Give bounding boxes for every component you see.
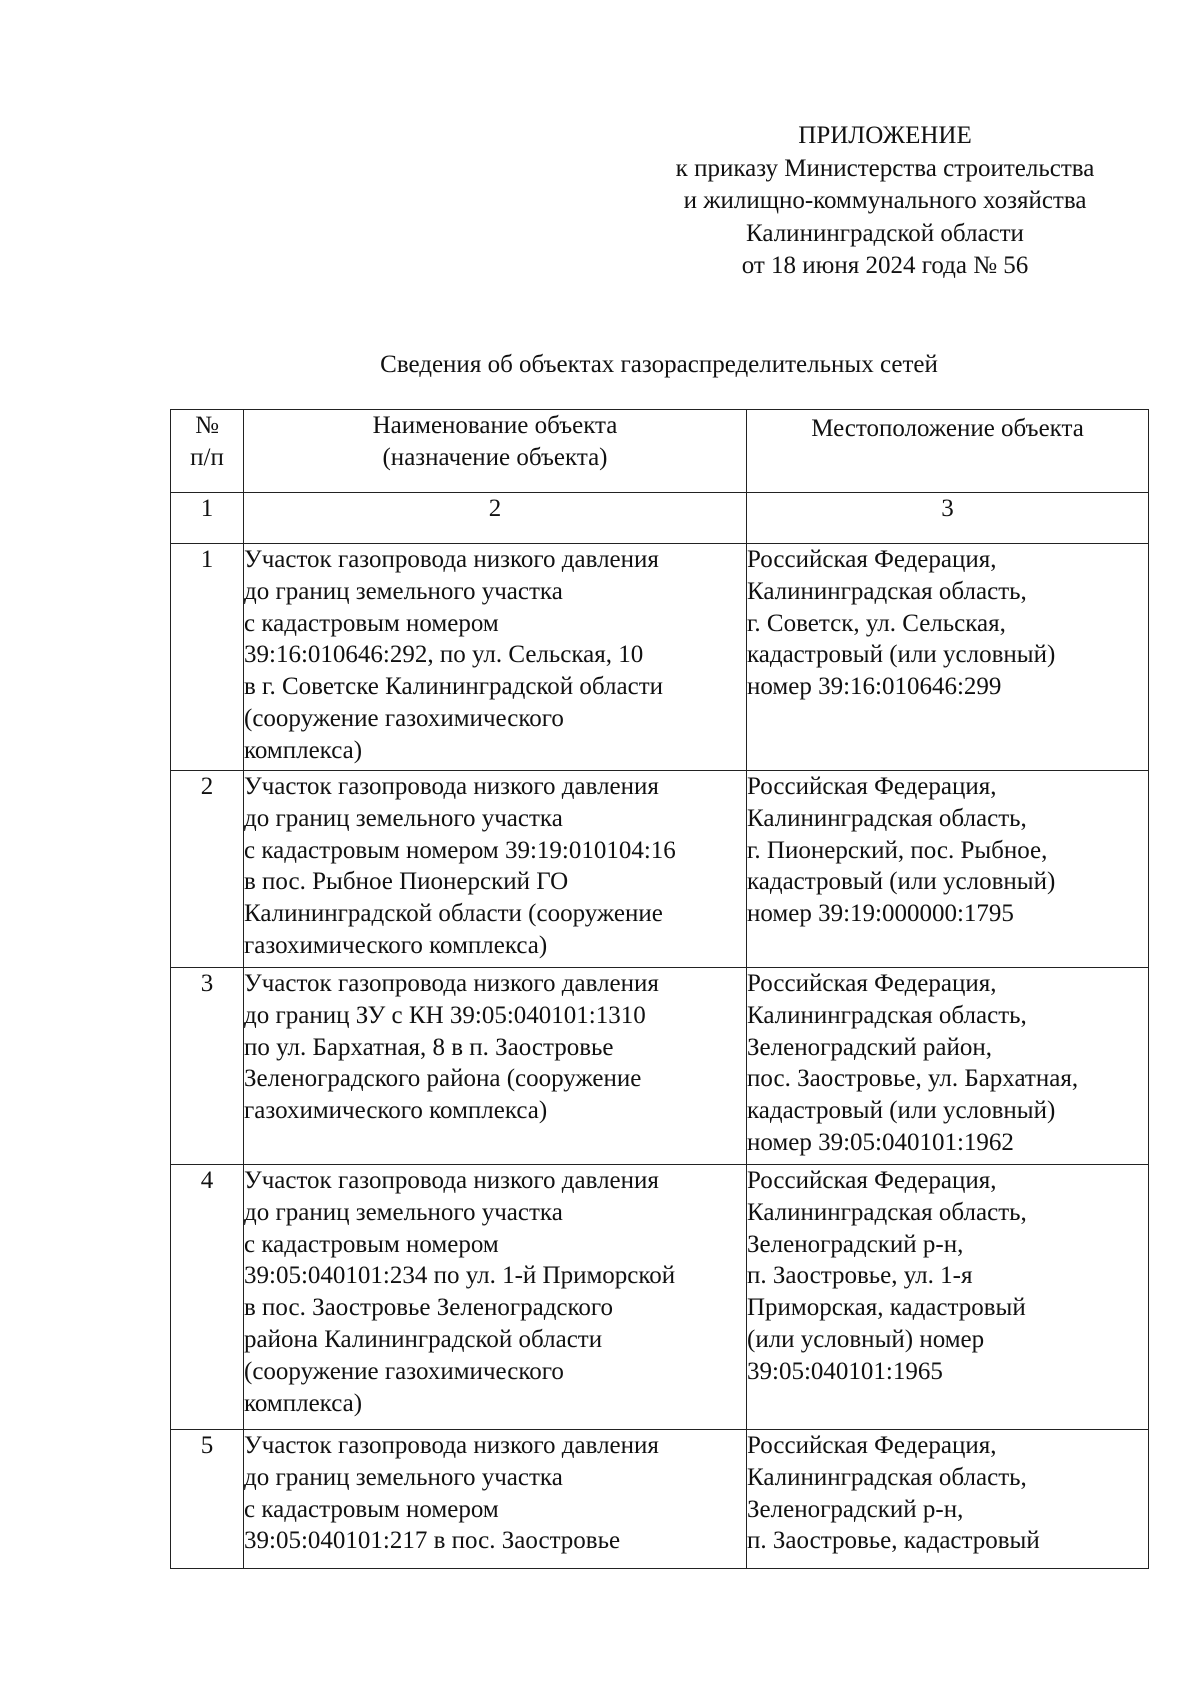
object-name-line: газохимического комплекса)	[244, 1097, 548, 1125]
table-row	[171, 1430, 1149, 1569]
object-name-line: с кадастровым номером	[244, 609, 499, 637]
object-location-line: кадастровый (или условный)	[747, 641, 1056, 669]
object-name-line: Участок газопровода низкого давления	[244, 546, 659, 573]
object-name-line: Участок газопровода низкого давления	[244, 1167, 659, 1194]
object-location-line: Зеленоградский р-н,	[747, 1230, 964, 1258]
object-name-line: с кадастровым номером 39:19:010104:16	[244, 836, 676, 864]
object-name-line: 39:16:010646:292, по ул. Сельская, 10	[244, 641, 644, 669]
object-location-line: 39:05:040101:1965	[747, 1357, 943, 1385]
table-row	[171, 544, 1149, 771]
table-row	[171, 771, 1149, 968]
object-location-line: кадастровый (или условный)	[747, 868, 1056, 896]
object-name-line: в пос. Рыбное Пионерский ГО	[244, 868, 569, 896]
object-location-line: Калининградская область,	[747, 577, 1027, 605]
object-location-line: Российская Федерация,	[747, 546, 997, 573]
object-location-line: Приморская, кадастровый	[747, 1294, 1026, 1322]
objects-table	[170, 409, 1149, 1569]
document-title: Сведения об объектах газораспределительных сетей	[380, 351, 938, 378]
column-index-cell: 1	[171, 493, 244, 544]
object-name-line: (сооружение газохимического	[244, 704, 564, 732]
appendix-region-line: Калининградской области	[746, 219, 1024, 247]
row-number: 5	[171, 1430, 244, 1569]
row-number: 2	[171, 771, 244, 968]
object-location-cell	[747, 771, 1149, 968]
object-location-line: Российская Федерация,	[747, 970, 997, 997]
object-location-line: Российская Федерация,	[747, 773, 997, 800]
object-name-cell	[244, 968, 747, 1165]
appendix-heading: ПРИЛОЖЕНИЕ	[798, 122, 972, 149]
object-name-line: 39:05:040101:234 по ул. 1-й Приморской	[244, 1262, 676, 1290]
row-number: 1	[171, 544, 244, 771]
row-number: 3	[171, 968, 244, 1165]
object-name-line: с кадастровым номером	[244, 1495, 499, 1523]
object-name-line: Зеленоградского района (сооружение	[244, 1065, 642, 1093]
object-name-cell	[244, 1430, 747, 1569]
object-name-line: 39:05:040101:217 в пос. Заостровье	[244, 1527, 621, 1555]
column-index-row	[171, 493, 1149, 544]
object-location-line: Российская Федерация,	[747, 1432, 997, 1459]
object-name-line: Участок газопровода низкого давления	[244, 970, 659, 997]
object-location-line: Российская Федерация,	[747, 1167, 997, 1194]
header-number: № п/п	[171, 410, 244, 493]
column-index-cell: 2	[244, 493, 747, 544]
object-name-line: до границ ЗУ с КН 39:05:040101:1310	[244, 1001, 646, 1029]
appendix-block	[600, 120, 1170, 283]
object-name-line: до границ земельного участка	[244, 577, 563, 605]
object-location-cell	[747, 1430, 1149, 1569]
object-name-line: Участок газопровода низкого давления	[244, 773, 659, 800]
object-location-line: кадастровый (или условный)	[747, 1097, 1056, 1125]
object-name-line: Калининградской области (сооружение	[244, 900, 663, 928]
object-location-line: г. Советск, ул. Сельская,	[747, 609, 1006, 637]
object-name-line: комплекса)	[244, 736, 363, 764]
object-name-line: газохимического комплекса)	[244, 931, 548, 959]
object-location-cell	[747, 544, 1149, 771]
object-location-line: Калининградская область,	[747, 804, 1027, 832]
table-body	[171, 544, 1149, 1569]
object-name-line: комплекса)	[244, 1389, 363, 1417]
object-name-line: по ул. Бархатная, 8 в п. Заостровье	[244, 1033, 614, 1061]
object-name-cell	[244, 771, 747, 968]
object-name-line: до границ земельного участка	[244, 1198, 563, 1226]
column-index-cell: 3	[747, 493, 1149, 544]
table-row	[171, 1165, 1149, 1430]
object-location-line: пос. Заостровье, ул. Бархатная,	[747, 1065, 1079, 1093]
object-name-cell	[244, 544, 747, 771]
object-location-line: (или условный) номер	[747, 1325, 985, 1353]
header-name: Наименование объекта (назначение объекта)	[244, 410, 747, 493]
object-location-line: п. Заостровье, ул. 1-я	[747, 1262, 973, 1290]
object-name-line: Участок газопровода низкого давления	[244, 1432, 659, 1459]
object-location-line: Калининградская область,	[747, 1198, 1027, 1226]
object-name-line: с кадастровым номером	[244, 1230, 499, 1258]
object-location-line: номер 39:16:010646:299	[747, 673, 1002, 701]
object-location-cell	[747, 1165, 1149, 1430]
object-name-line: до границ земельного участка	[244, 1463, 563, 1491]
object-location-line: п. Заостровье, кадастровый	[747, 1527, 1040, 1555]
object-name-line: района Калининградской области	[244, 1325, 603, 1353]
object-location-line: г. Пионерский, пос. Рыбное,	[747, 836, 1048, 864]
object-name-line: до границ земельного участка	[244, 804, 563, 832]
object-name-line: в г. Советске Калининградской области	[244, 673, 664, 701]
appendix-date-line: от 18 июня 2024 года № 56	[741, 252, 1029, 279]
object-name-line: (сооружение газохимического	[244, 1357, 564, 1385]
appendix-order-line: к приказу Министерства строительства	[675, 154, 1095, 182]
object-name-line: в пос. Заостровье Зеленоградского	[244, 1294, 614, 1322]
object-name-cell	[244, 1165, 747, 1430]
object-location-cell	[747, 968, 1149, 1165]
object-location-line: Калининградская область,	[747, 1001, 1027, 1029]
header-location: Местоположение объекта	[747, 410, 1149, 493]
object-location-line: номер 39:19:000000:1795	[747, 900, 1014, 928]
appendix-ministry-line: и жилищно-коммунального хозяйства	[683, 187, 1087, 214]
table-row	[171, 968, 1149, 1165]
row-number: 4	[171, 1165, 244, 1430]
object-location-line: Зеленоградский район,	[747, 1033, 992, 1061]
object-location-line: Зеленоградский р-н,	[747, 1495, 964, 1523]
object-location-line: Калининградская область,	[747, 1463, 1027, 1491]
table-header-row	[171, 410, 1149, 493]
object-location-line: номер 39:05:040101:1962	[747, 1128, 1014, 1156]
